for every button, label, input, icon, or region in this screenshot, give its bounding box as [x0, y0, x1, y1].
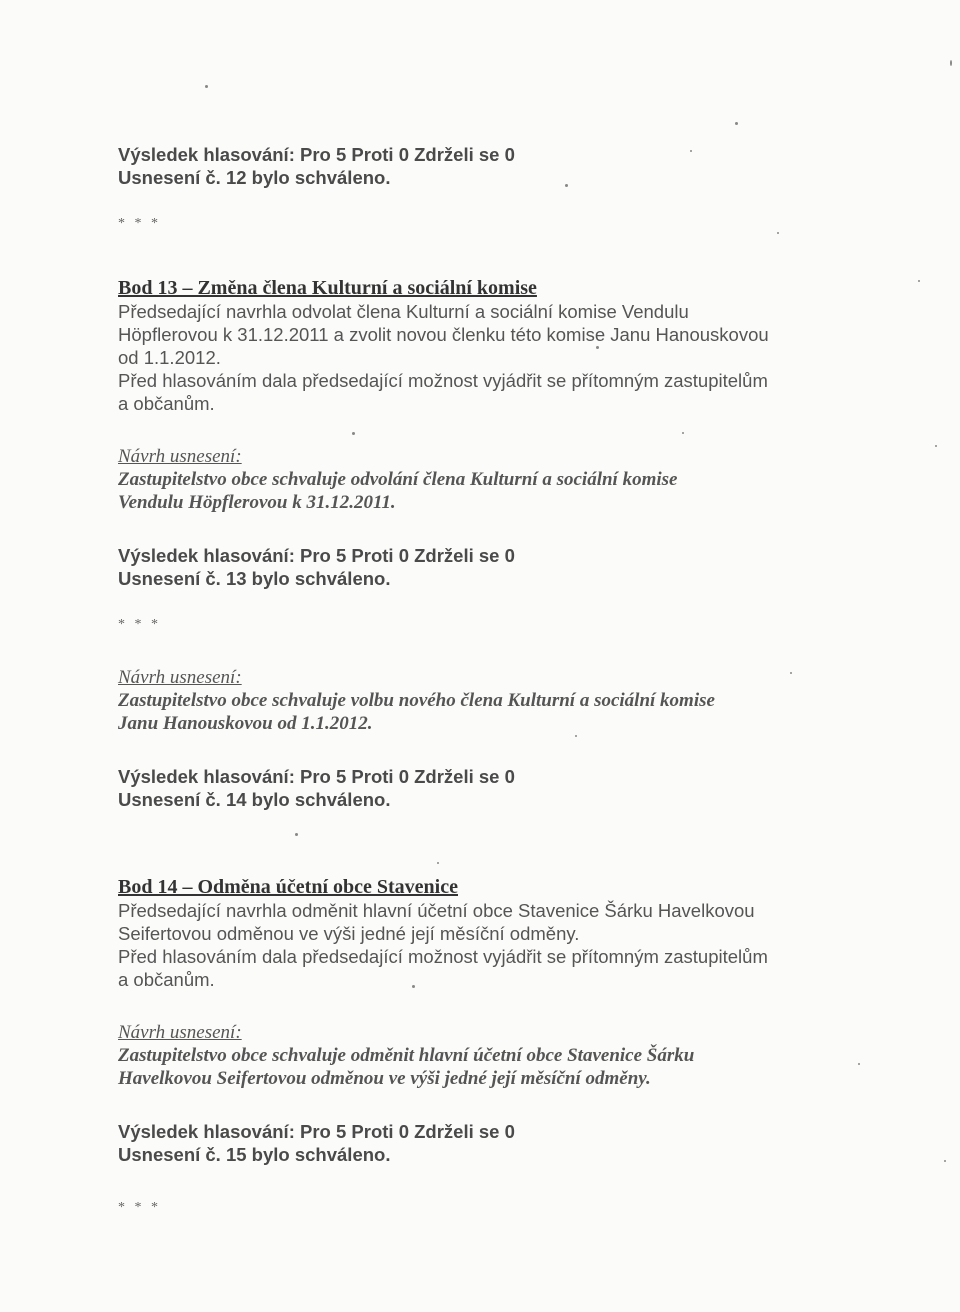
scan-speck [950, 60, 952, 66]
vote-result-13: Výsledek hlasování: Pro 5 Proti 0 Zdrželi se 0 [118, 545, 515, 566]
proposal-label: Návrh usnesení: [118, 1022, 242, 1043]
scan-speck [735, 122, 738, 125]
separator: * * * [118, 216, 161, 231]
resolution-14: Usnesení č. 14 bylo schváleno. [118, 789, 391, 810]
scan-speck [205, 85, 208, 88]
scan-speck [858, 1063, 860, 1065]
item-13-body-line: Předsedající navrhla odvolat člena Kulturní a sociální komise Vendulu [118, 301, 689, 322]
item-13-body-line: Höpflerovou k 31.12.2011 a zvolit novou členku této komise Janu Hanouskovou [118, 324, 769, 345]
item-14-body-line: Před hlasováním dala předsedající možnost vyjádřit se přítomným zastupitelům [118, 946, 768, 967]
item-13-body-line: a občanům. [118, 393, 215, 414]
resolution-12: Usnesení č. 12 bylo schváleno. [118, 167, 391, 188]
item-13-heading: Bod 13 – Změna člena Kulturní a sociální komise [118, 277, 537, 299]
proposal-text-line: Havelkovou Seifertovou odměnou ve výši jedné její měsíční odměny. [118, 1068, 651, 1089]
separator: * * * [118, 1200, 161, 1215]
item-14-body-line: a občanům. [118, 969, 215, 990]
separator: * * * [118, 617, 161, 632]
proposal-text-line: Zastupitelstvo obce schvaluje volbu nového člena Kulturní a sociální komise [118, 690, 715, 711]
vote-result-14: Výsledek hlasování: Pro 5 Proti 0 Zdrželi se 0 [118, 766, 515, 787]
vote-result-15: Výsledek hlasování: Pro 5 Proti 0 Zdrželi se 0 [118, 1121, 515, 1142]
proposal-label: Návrh usnesení: [118, 667, 242, 688]
proposal-text-line: Zastupitelstvo obce schvaluje odměnit hlavní účetní obce Stavenice Šárku [118, 1045, 695, 1066]
item-14-body-line: Předsedající navrhla odměnit hlavní účetní obce Stavenice Šárku Havelkovou [118, 900, 755, 921]
document-body [118, 143, 838, 1219]
resolution-15: Usnesení č. 15 bylo schváleno. [118, 1144, 391, 1165]
scan-speck [935, 445, 937, 447]
proposal-text-line: Vendulu Höpflerovou k 31.12.2011. [118, 492, 396, 513]
proposal-text-line: Zastupitelstvo obce schvaluje odvolání člena Kulturní a sociální komise [118, 469, 678, 490]
item-14-heading: Bod 14 – Odměna účetní obce Stavenice [118, 876, 458, 898]
vote-result-12: Výsledek hlasování: Pro 5 Proti 0 Zdrželi se 0 [118, 144, 515, 165]
item-13-body-line: od 1.1.2012. [118, 347, 221, 368]
item-13-body-line: Před hlasováním dala předsedající možnost vyjádřit se přítomným zastupitelům [118, 370, 768, 391]
item-14-body-line: Seifertovou odměnou ve výši jedné její měsíční odměny. [118, 923, 580, 944]
proposal-text-line: Janu Hanouskovou od 1.1.2012. [118, 713, 373, 734]
resolution-13: Usnesení č. 13 bylo schváleno. [118, 568, 391, 589]
scan-speck [918, 280, 920, 282]
scan-speck [944, 1160, 946, 1162]
proposal-label: Návrh usnesení: [118, 446, 242, 467]
